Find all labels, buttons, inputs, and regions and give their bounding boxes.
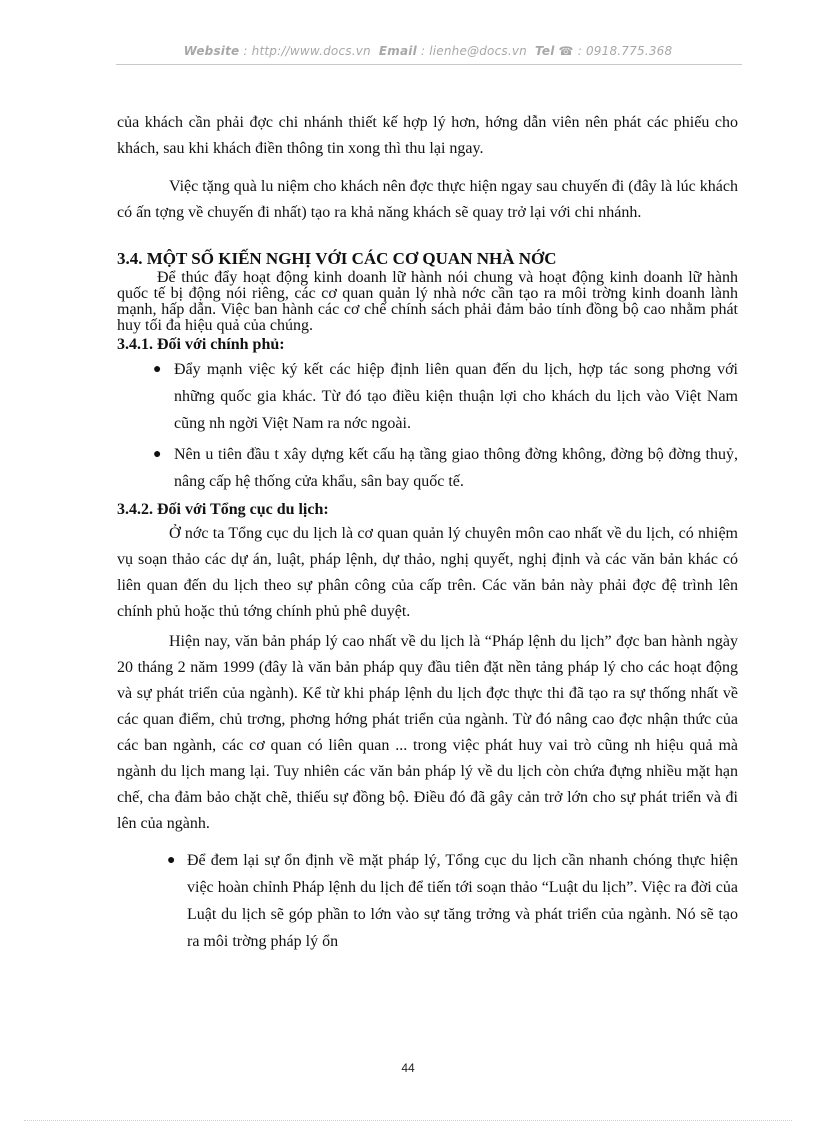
paragraph-souvenirs: Việc tặng quà lu niệm cho khách nên đợc thực hiện ngay sau chuyến đi (đây là lúc khách có ấn tợng về chuyến đi nhất) tạo ra khả năng khách sẽ quay trở lại với chi nhánh. [117, 178, 738, 221]
page-number: 44 [401, 1061, 415, 1075]
tourism-authority-recommendations-list [117, 847, 738, 955]
list-item-text: Để đem lại sự ổn định về mặt pháp lý, Tổng cục du lịch cần nhanh chóng thực hiện việc hoàn chỉnh Pháp lệnh du lịch để tiến tới soạn thảo “Luật du lịch”. Việc ra đời của Luật du lịch sẽ góp phần to lớn vào sự tăng trởng và phát triển của ngành. Nó sẽ tạo ra môi trờng pháp lý ổn [187, 852, 738, 950]
website-label: Website [183, 44, 240, 58]
paragraph-feedback-forms: của khách cần phải đợc chi nhánh thiết kế hợp lý hơn, hớng dẫn viên nên phát các phiếu cho khách, sau khi khách điền thông tin xong thì thu lại ngay. [117, 114, 738, 157]
list-item [117, 441, 738, 495]
tel-label: Tel [535, 44, 555, 58]
bullet-icon: ● [167, 853, 176, 868]
email-value: : lienhe@docs.vn [420, 44, 527, 58]
list-item [117, 356, 738, 437]
website-value: : http://www.docs.vn [243, 44, 371, 58]
footer-divider [24, 1120, 792, 1121]
page-header [116, 44, 740, 58]
section-heading-3-4-1: 3.4.1. Đối với chính phủ: [117, 336, 285, 353]
paragraph-tourism-authority: Ở nớc ta Tổng cục du lịch là cơ quan quản lý chuyên môn cao nhất về du lịch, có nhiệm vụ soạn thảo các dự án, luật, pháp lệnh, dự thảo, nghị quyết, nghị định và các văn bản khác có liên quan đến du lịch theo sự phân công của cấp trên. Các văn bản này phải đợc đệ trình lên chính phủ hoặc thủ tớng chính phủ phê duyệt. [117, 525, 738, 620]
list-item-text: Nên u tiên đầu t xây dựng kết cấu hạ tầng giao thông đờng không, đờng bộ đờng thuỷ, nâng cấp hệ thống cửa khẩu, sân bay quốc tế. [174, 446, 738, 490]
bullet-icon: ● [153, 447, 162, 462]
list-item-text: Đẩy mạnh việc ký kết các hiệp định liên quan đến du lịch, hợp tác song phơng với những quốc gia khác. Từ đó tạo điều kiện thuận lợi cho khách du lịch vào Việt Nam cũng nh ngời Việt Nam ra nớc ngoài. [174, 361, 738, 432]
section-heading-3-4-2: 3.4.2. Đối với Tổng cục du lịch: [117, 501, 329, 518]
section-heading-3-4: 3.4. MỘT SỐ KIẾN NGHỊ VỚI CÁC CƠ QUAN NHÀ NỚC [117, 249, 557, 268]
government-recommendations-list [117, 356, 738, 495]
paragraph-tourism-ordinance: Hiện nay, văn bản pháp lý cao nhất về du lịch là “Pháp lệnh du lịch” đợc ban hành ngày 20 tháng 2 năm 1999 (đây là văn bản pháp quy đầu tiên đặt nền tảng pháp lý cho các hoạt động và sự phát triển của ngành). Kể từ khi pháp lệnh du lịch đợc thực thi đã tạo ra sự thống nhất về các quan điểm, chủ trơng, phơng hớng phát triển của ngành. Từ đó nâng cao đợc nhận thức của các ban ngành, các cơ quan có liên quan ... trong việc phát huy vai trò cũng nh hiệu quả mà ngành du lịch mang lại. Tuy nhiên các văn bản pháp lý về du lịch còn chứa đựng nhiều mặt hạn chế, cha đảm bảo chặt chẽ, thiếu sự đồng bộ. Điều đó đã gây cản trở lớn cho sự phát triển và đi lên của ngành. [117, 633, 738, 832]
header-divider [116, 64, 742, 65]
tel-value: ☎ : 0918.775.368 [558, 44, 673, 58]
email-label: Email [378, 44, 417, 58]
bullet-icon: ● [153, 362, 162, 377]
document-body [117, 110, 738, 959]
list-item [117, 847, 738, 955]
section-3-4-intro: Để thúc đẩy hoạt động kinh doanh lữ hành nói chung và hoạt động kinh doanh lữ hành quốc tế bị động nói riêng, các cơ quan quản lý nhà nớc cần tạo ra môi trờng kinh doanh lành mạnh, hấp dẫn. Việc ban hành các cơ chế chính sách phải đảm bảo tính đồng bộ cao nhằm phát huy tối đa hiệu quả của chúng. [117, 269, 738, 334]
